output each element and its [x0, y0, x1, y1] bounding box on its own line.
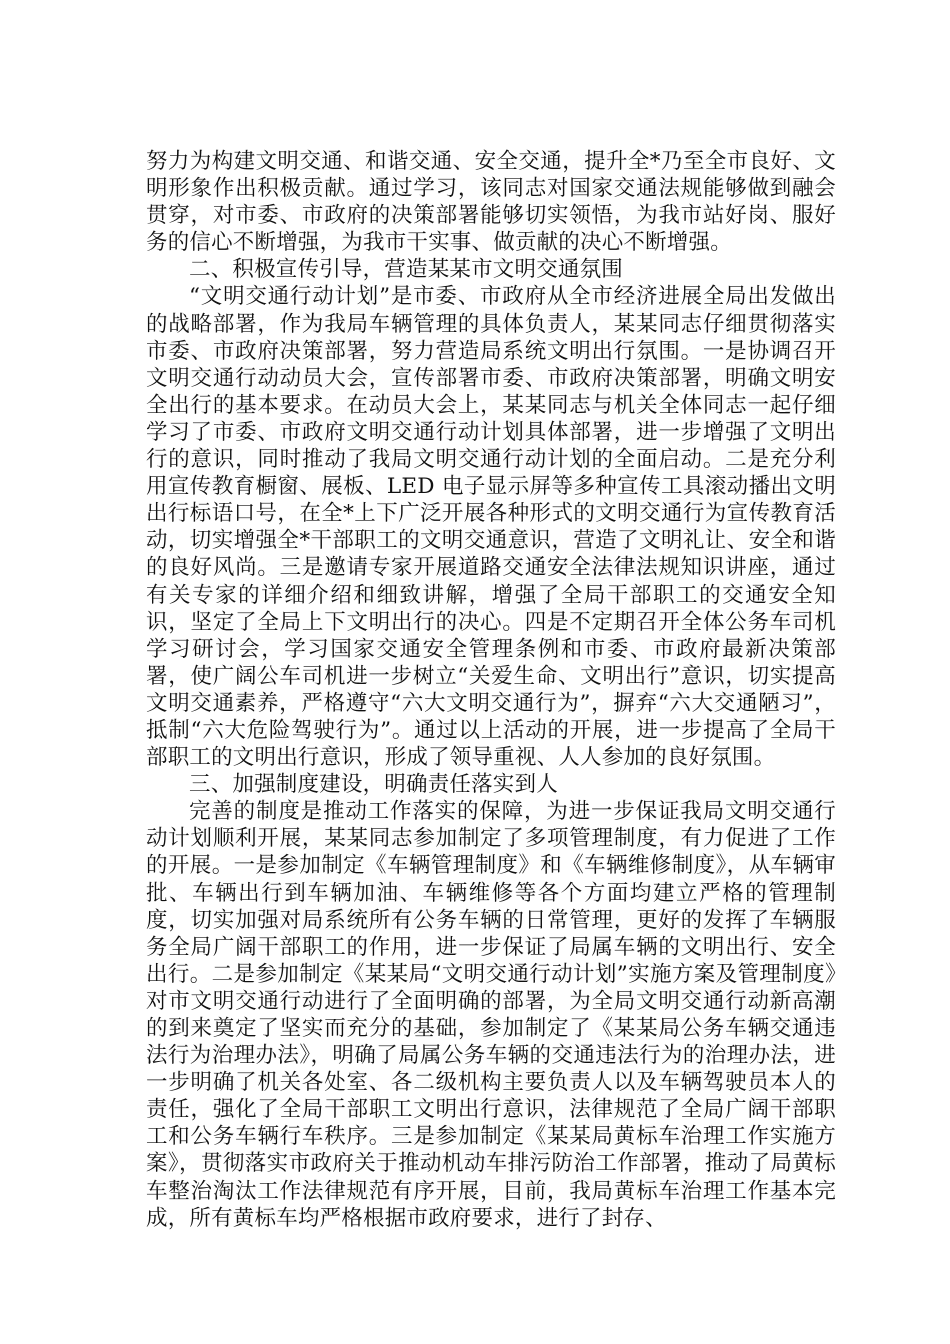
section-heading-2: 二、积极宣传引导，营造某某市文明交通氛围	[189, 257, 624, 283]
body-paragraph-3: 完善的制度是推动工作落实的保障，为进一步保证我局文明交通行动计划顺利开展，某某同志参加制定了多项管理制度，有力促进了工作的开展。一是参加制定《车辆管理制度》和《车辆维修制度》，从车辆审批、车辆出行到车辆加油、车辆维修等各个方面均建立严格的管理制度，切实加强对局系统所有公务车辆的日常管理，更好的发挥了车辆服务全局广阔干部职工的作用，进一步保证了局属车辆的文明出行、安全出行。二是参加制定《某某局“文明交通行动计划”实施方案及管理制度》对市文明交通行动进行了全面明确的部署，为全局文明交通行动新高潮的到来奠定了坚实而充分的基础，参加制定了《某某局公务车辆交通违法行为治理办法》，明确了局属公务车辆的交通违法行为的治理办法，进一步明确了机关各处室、各二级机构主要负责人以及车辆驾驶员本人的责任，强化了全局干部职工文明出行意识，法律规范了全局广阔干部职工和公务车辆行车秩序。三是参加制定《某某局黄标车治理工作实施方案》，贯彻落实市政府关于推动机动车排污防治工作部署，推动了局黄标车整治淘汰工作法律规范有序开展，目前，我局黄标车治理工作基本完成，所有黄标车均严格根据市政府要求，进行了封存、	[146, 799, 836, 1231]
body-paragraph-1: 努力为构建文明交通、和谐交通、安全交通，提升全*乃至全市良好、文明形象作出积极贡献。通过学习，该同志对国家交通法规能够做到融会贯穿，对市委、市政府的决策部署能够切实领悟，为我市站好岗、服好务的信心不断增强，为我市干实事、做贡献的决心不断增强。	[146, 149, 836, 256]
body-paragraph-2: “文明交通行动计划”是市委、市政府从全市经济进展全局出发做出的战略部署，作为我局车辆管理的具体负责人，某某同志仔细贯彻落实市委、市政府决策部署，努力营造局系统文明出行氛围。一是协调召开文明交通行动动员大会，宣传部署市委、市政府决策部署，明确文明安全出行的基本要求。在动员大会上，某某同志与机关全体同志一起仔细学习了市委、市政府文明交通行动计划具体部署，进一步增强了文明出行的意识，同时推动了我局文明交通行动计划的全面启动。二是充分利用宣传教育橱窗、展板、LED 电子显示屏等多种宣传工具滚动播出文明出行标语口号，在全*上下广泛开展各种形式的文明交通行为宣传教育活动，切实增强全*干部职工的文明交通意识，营造了文明礼让、安全和谐的良好风尚。三是邀请专家开展道路交通安全法律法规知识讲座，通过有关专家的详细介绍和细致讲解，增强了全局干部职工的交通安全知识，坚定了全局上下文明出行的决心。四是不定期召开全体公务车司机学习研讨会，学习国家交通安全管理条例和市委、市政府最新决策部署，使广阔公车司机进一步树立“关爱生命、文明出行”意识，切实提高文明交通素养，严格遵守“六大文明交通行为”，摒弃“六大交通陋习”，抵制“六大危险驾驶行为”。通过以上活动的开展，进一步提高了全局干部职工的文明出行意识，形成了领导重视、人人参加的良好氛围。	[146, 284, 836, 771]
section-heading-3: 三、加强制度建设，明确责任落实到人	[189, 772, 558, 798]
document-page	[146, 148, 836, 1232]
